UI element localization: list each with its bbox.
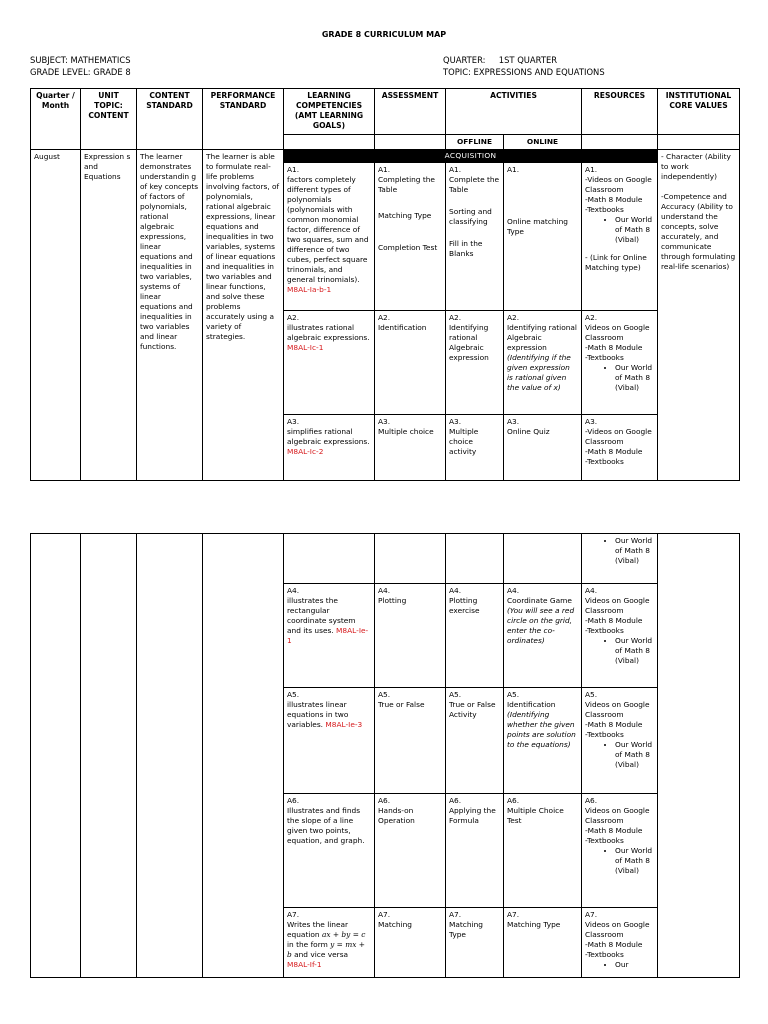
assessment-a3 [375, 415, 446, 481]
competency-a1 [284, 163, 375, 311]
unit-topic-cell-continued [81, 534, 137, 978]
assessment-a6 [375, 794, 446, 908]
resource-item: -Textbooks [585, 205, 624, 214]
resource-item: -Math 8 Module [585, 343, 643, 352]
blank-cell [284, 534, 375, 584]
activity-item: Fill in the Blanks [449, 239, 483, 258]
activity-item: Identifying rational Algebraic expression [507, 323, 577, 352]
offline-activity-a6 [446, 794, 504, 908]
spacer [449, 227, 500, 239]
resource-item: -Textbooks [585, 950, 624, 959]
header-core-values: INSTITUTIONAL CORE VALUES [658, 89, 740, 135]
content-standard-cell-continued [137, 534, 203, 978]
assessment-item: Matching Type [378, 211, 432, 220]
label: A4. [287, 586, 300, 595]
online-activity-a2 [504, 311, 582, 415]
label: A4. [507, 586, 520, 595]
competency-text: Illustrates and finds the slope of a line given two points, equation, and graph. [287, 806, 365, 845]
subject-line: SUBJECT: MATHEMATICS [30, 55, 131, 65]
resource-item: -Textbooks [585, 730, 624, 739]
content-standard-cell: The learner demonstrates understandin g of key concepts of factors of polynomials, rational algebraic expressions, linear equations and inequalities in two variables, systems of linear equations and inequalities in two variables and linear functions. [137, 150, 203, 481]
assessment-item: Completion Test [378, 243, 438, 252]
spacer [661, 182, 736, 192]
competency-code: M8AL-Ie-3 [325, 720, 363, 729]
activity-item: Matching Type [449, 920, 483, 939]
spacer [585, 245, 654, 253]
label: A3. [287, 417, 300, 426]
resource-item: Videos on Google Classroom [585, 920, 650, 939]
performance-standard-cell-continued [203, 534, 284, 978]
list-item: • Our World of Math 8 (Vibal) [615, 536, 654, 566]
resource-item: Videos on Google Classroom [585, 700, 650, 719]
competency-code: M8AL-Ic-1 [287, 343, 324, 352]
activity-item: Complete the Table [449, 175, 500, 194]
online-activity-a7 [504, 908, 582, 978]
online-activity-a3 [504, 415, 582, 481]
resource-item: -Math 8 Module [585, 826, 643, 835]
topic-line: TOPIC: EXPRESSIONS AND EQUATIONS [443, 67, 605, 77]
quarter-value: 1ST QUARTER [498, 55, 558, 65]
competency-text: illustrates the rectangular coordinate system and its uses. [287, 596, 356, 635]
quarter-label: QUARTER: [443, 55, 486, 65]
assessment-item: True or False [378, 700, 425, 709]
assessment-a1 [375, 163, 446, 311]
competency-a7 [284, 908, 375, 978]
competency-code: M8AL-Ia-b-1 [287, 285, 332, 294]
label: A1. [287, 165, 300, 174]
resource-item: -Textbooks [585, 457, 624, 466]
resource-item: Videos on Google Classroom [585, 806, 650, 825]
spacer [507, 175, 578, 217]
grade-level-line: GRADE LEVEL: GRADE 8 [30, 67, 131, 77]
competency-a6 [284, 794, 375, 908]
online-activity-a5 [504, 688, 582, 794]
label: A7. [449, 910, 462, 919]
assessment-item: Multiple choice [378, 427, 434, 436]
resources-a4 [582, 584, 658, 688]
label: A7. [287, 910, 300, 919]
label: A1. [449, 165, 462, 174]
curriculum-table-part-1 [30, 88, 740, 481]
label: A7. [585, 910, 598, 919]
document-title: GRADE 8 CURRICULUM MAP [321, 30, 447, 39]
label: A1. [378, 165, 391, 174]
list-item: • Our [615, 960, 654, 970]
label: A7. [507, 910, 520, 919]
resource-list [585, 960, 654, 970]
assessment-a7 [375, 908, 446, 978]
label: A2. [449, 313, 462, 322]
spacer [378, 195, 442, 211]
label: A6. [378, 796, 391, 805]
month-cell: August [31, 150, 81, 481]
label: A4. [378, 586, 391, 595]
header-content-standard: CONTENT STANDARD [137, 89, 203, 150]
activity-note: (You will see a red circle on the grid, enter the co-ordinates) [507, 606, 575, 645]
resource-item: -Math 8 Module [585, 940, 643, 949]
competency-text: illustrates linear equations in two variables. [287, 700, 349, 729]
resource-list [585, 536, 654, 566]
blank-cell [284, 135, 375, 150]
quarter-line [443, 54, 557, 66]
activity-item: Coordinate Game [507, 596, 572, 605]
assessment-item: Plotting [378, 596, 407, 605]
online-activity-a1 [504, 163, 582, 311]
competency-a4 [284, 584, 375, 688]
equation-slope-intercept: y = mx + b [287, 940, 365, 959]
performance-standard-cell: The learner is able to formulate real-life problems involving factors, of polynomials, rational algebraic expressions, linear equations and inequalities in two variables, systems of linear equations and inequalities in two variables and linear functions, and solve these problems accurately using a variety of strategies. [203, 150, 284, 481]
core-values-cell [658, 150, 740, 481]
resource-list [585, 846, 654, 876]
competency-a2 [284, 311, 375, 415]
list-item: • Our World of Math 8 (Vibal) [615, 846, 654, 876]
label: A4. [449, 586, 462, 595]
activity-item: Multiple Choice Test [507, 806, 564, 825]
resources-a5 [582, 688, 658, 794]
resource-item: -Math 8 Module [585, 447, 643, 456]
list-item: • Our World of Math 8 (Vibal) [615, 636, 654, 666]
activity-note: (Identifying if the given expression is rational given the value of x) [507, 353, 571, 392]
equation-standard-form: ax + by = c [321, 930, 366, 939]
header-performance-standard: PERFORMANCE STANDARD [203, 89, 284, 150]
label: A6. [287, 796, 300, 805]
resources-a6 [582, 794, 658, 908]
competency-text: factors completely different types of polynomials (polynomials with common monomial factor, difference of two squares, sum and difference of two cubes, perfect square trinomials, and general trinomials). [287, 175, 369, 284]
activity-item: Matching Type [507, 920, 561, 929]
activity-item: Online Quiz [507, 427, 550, 436]
label: A5. [287, 690, 300, 699]
header-offline: OFFLINE [446, 135, 504, 150]
resource-item: -Textbooks [585, 353, 624, 362]
spacer [378, 221, 442, 243]
label: A6. [585, 796, 598, 805]
label: A2. [507, 313, 520, 322]
competency-code: M8AL-If-1 [287, 960, 322, 969]
online-activity-a6 [504, 794, 582, 908]
label: A5. [378, 690, 391, 699]
competency-text: in the form [287, 940, 328, 949]
label: A5. [507, 690, 520, 699]
activity-item: Multiple choice activity [449, 427, 479, 456]
label: A5. [449, 690, 462, 699]
assessment-item: Hands-on Operation [378, 806, 415, 825]
resource-list [585, 636, 654, 666]
offline-activity-a4 [446, 584, 504, 688]
offline-activity-a7 [446, 908, 504, 978]
assessment-item: Matching [378, 920, 412, 929]
label: A7. [378, 910, 391, 919]
list-item: • Our World of Math 8 (Vibal) [615, 363, 654, 393]
unit-topic-cell: Expression s and Equations [81, 150, 137, 481]
activity-item: Plotting exercise [449, 596, 480, 615]
core-values-cell-continued [658, 534, 740, 978]
activity-item: Applying the Formula [449, 806, 496, 825]
assessment-item: Completing the Table [378, 175, 435, 194]
resource-list [585, 363, 654, 393]
online-activity-a4 [504, 584, 582, 688]
label: A1. [585, 165, 598, 174]
blank-cell [375, 135, 446, 150]
competency-a3 [284, 415, 375, 481]
header-activities: ACTIVITIES [446, 89, 582, 135]
label: A3. [378, 417, 391, 426]
assessment-a5 [375, 688, 446, 794]
resources-a1 [582, 163, 658, 311]
blank-cell [504, 534, 582, 584]
assessment-a2 [375, 311, 446, 415]
activity-item: Identification [507, 700, 556, 709]
acquisition-bar: ACQUISITION [284, 150, 658, 163]
label: A2. [287, 313, 300, 322]
blank-cell [446, 534, 504, 584]
list-item: • Our World of Math 8 (Vibal) [615, 215, 654, 245]
resource-list [585, 740, 654, 770]
label: A3. [585, 417, 598, 426]
activity-item: True or False Activity [449, 700, 496, 719]
offline-activity-a1 [446, 163, 504, 311]
blank-cell [582, 135, 658, 150]
resource-item: Videos on Google Classroom [585, 323, 650, 342]
resource-item: -Textbooks [585, 626, 624, 635]
competency-a5 [284, 688, 375, 794]
offline-activity-a2 [446, 311, 504, 415]
resources-a7 [582, 908, 658, 978]
curriculum-table-part-2 [30, 533, 740, 978]
label: A3. [507, 417, 520, 426]
resources-a2 [582, 311, 658, 415]
competency-text: Writes the linear equation [287, 920, 349, 939]
activity-item: Identifying rational Algebraic expression [449, 323, 489, 362]
label: A6. [449, 796, 462, 805]
label: A3. [449, 417, 462, 426]
label: A5. [585, 690, 598, 699]
core-value-competence: -Competence and Accuracy (Ability to understand the concepts, solve accurately, and communicate through formulating real-life scenarios) [661, 192, 736, 271]
month-cell-continued [31, 534, 81, 978]
competency-code: M8AL-Ic-2 [287, 447, 324, 456]
blank-cell [658, 135, 740, 150]
label: A4. [585, 586, 598, 595]
label: A6. [507, 796, 520, 805]
header-learning-competencies: LEARNING COMPETENCIES (AMT LEARNING GOALS) [284, 89, 375, 135]
competency-text: and vice versa [294, 950, 349, 959]
assessment-a4 [375, 584, 446, 688]
core-value-character: - Character (Ability to work independently) [661, 152, 731, 181]
offline-activity-a5 [446, 688, 504, 794]
activity-item: Sorting and classifying [449, 207, 492, 226]
activity-note: (Identifying whether the given points are solution to the equations) [507, 710, 576, 749]
competency-text: simplifies rational algebraic expressions. [287, 427, 370, 446]
table-row [31, 534, 740, 584]
resource-list [585, 215, 654, 245]
assessment-item: Identification [378, 323, 427, 332]
activity-item: Online matching Type [507, 217, 568, 236]
label: A2. [585, 313, 598, 322]
competency-code: M8AL-Ie-1 [287, 626, 369, 645]
resource-item: Videos on Google Classroom [585, 596, 650, 615]
label: A2. [378, 313, 391, 322]
label: A1. [507, 165, 520, 174]
resource-item: - (Link for Online Matching type) [585, 253, 647, 272]
header-online: ONLINE [504, 135, 582, 150]
offline-activity-a3 [446, 415, 504, 481]
header-resources: RESOURCES [582, 89, 658, 135]
resource-item: -Textbooks [585, 836, 624, 845]
resource-item: -Math 8 Module [585, 616, 643, 625]
list-item: • Our World of Math 8 (Vibal) [615, 740, 654, 770]
blank-cell [375, 534, 446, 584]
header-assessment: ASSESSMENT [375, 89, 446, 135]
resources-continued [582, 534, 658, 584]
header-unit-topic: UNIT TOPIC: CONTENT [81, 89, 137, 150]
header-quarter-month: Quarter / Month [31, 89, 81, 150]
competency-text: illustrates rational algebraic expressions. [287, 323, 370, 342]
resource-item: -Videos on Google Classroom [585, 427, 652, 446]
spacer [449, 195, 500, 207]
resource-item: -Math 8 Module [585, 720, 643, 729]
resources-a3 [582, 415, 658, 481]
resource-item: -Math 8 Module [585, 195, 643, 204]
resource-item: -Videos on Google Classroom [585, 175, 652, 194]
